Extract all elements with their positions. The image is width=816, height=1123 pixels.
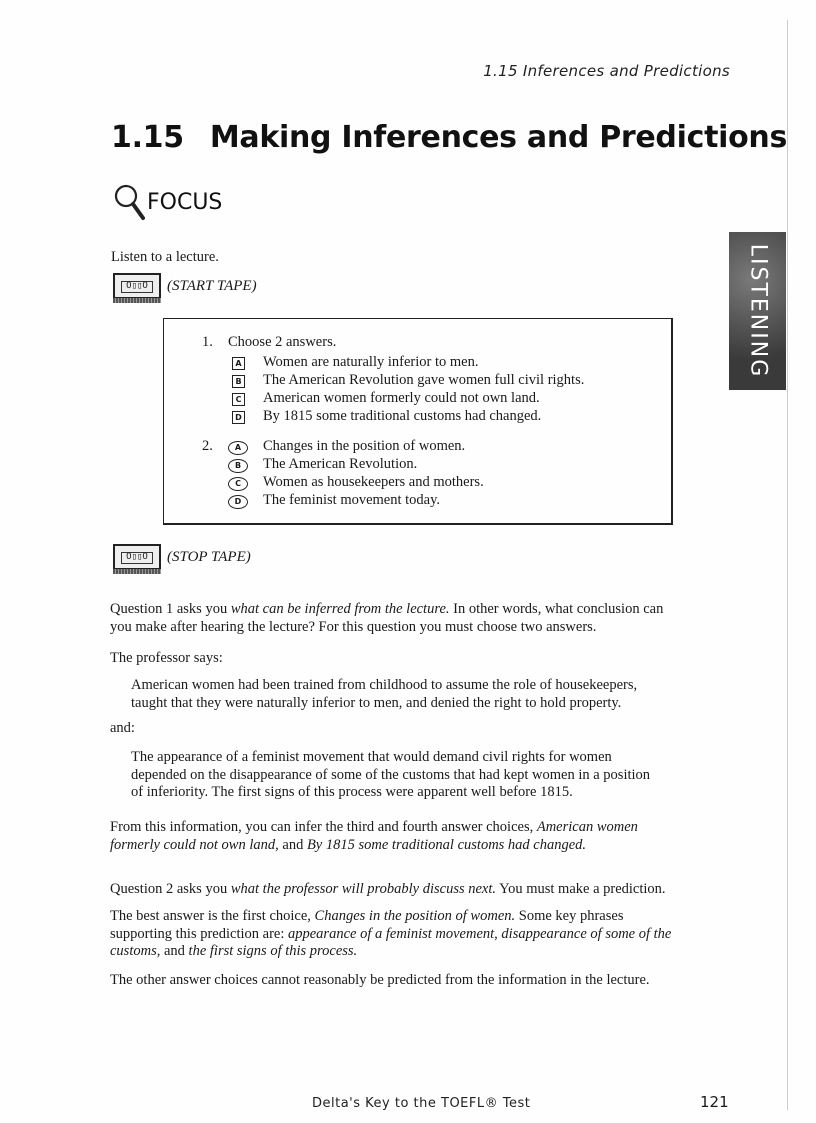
answer-circle-b[interactable]: B <box>228 459 248 473</box>
answer-option: American women formerly could not own land. <box>263 390 540 406</box>
stop-tape-label: (STOP TAPE) <box>167 548 251 565</box>
section-title <box>111 120 787 155</box>
cassette-icon: O▯▯O <box>113 544 161 570</box>
section-number: 1.15 <box>111 120 184 155</box>
and-connector: and: <box>110 720 135 736</box>
instructions: Listen to a lecture. <box>111 249 219 265</box>
question-prompt: Choose 2 answers. <box>228 334 337 350</box>
q1-explanation: Question 1 asks you what can be inferred from the lecture. In other words, what conclusion can you make after hearing the lecture? For this question you must choose two answers. <box>110 601 664 635</box>
stop-tape <box>113 544 251 570</box>
answer-box-b[interactable]: B <box>232 375 245 388</box>
page-edge-rule <box>787 20 788 1110</box>
quote-2: The appearance of a feminist movement that would demand civil rights for women depended on the disappearance of some of the customs that had kept women in a position of inferiority. The first signs of this process were apparent well before 1815. <box>131 749 651 800</box>
answer-circle-a[interactable]: A <box>228 441 248 455</box>
quote-1: American women had been trained from childhood to assume the role of housekeepers, taught that they were naturally inferior to men, and denied the right to hold property. <box>131 677 638 711</box>
running-head: 1.15 Inferences and Predictions <box>483 62 730 80</box>
best-answer-explanation: The best answer is the first choice, Changes in the position of women. Some key phrases supporting this prediction are: appearance of a feminist movement, disappearance of some of the customs, and the first signs of this process. <box>110 908 672 959</box>
section-title-text: Making Inferences and Predictions <box>209 120 788 155</box>
cassette-icon: O▯▯O <box>113 273 161 299</box>
answer-option: Women as housekeepers and mothers. <box>263 474 484 490</box>
focus-heading <box>112 180 252 226</box>
question-number: 2. <box>202 438 213 454</box>
focus-label: FOCUS <box>147 190 223 215</box>
professor-says: The professor says: <box>110 650 223 666</box>
start-tape-label: (START TAPE) <box>167 277 257 294</box>
footer-title: Delta's Key to the TOEFL® Test <box>312 1096 531 1111</box>
question-number: 1. <box>202 334 213 350</box>
start-tape <box>113 273 257 299</box>
answer-option: Changes in the position of women. <box>263 438 466 454</box>
answer-option: By 1815 some traditional customs had changed. <box>263 408 542 424</box>
answer-option: Women are naturally inferior to men. <box>263 354 479 370</box>
answer-circle-d[interactable]: D <box>228 495 248 509</box>
listening-side-tab: LISTENING <box>729 232 786 390</box>
answer-option: The feminist movement today. <box>263 492 441 508</box>
page-number: 121 <box>700 1093 729 1111</box>
question-box <box>163 318 673 525</box>
answer-box-a[interactable]: A <box>232 357 245 370</box>
other-choices-note: The other answer choices cannot reasonably be predicted from the information in the lecture. <box>110 972 650 988</box>
magnifier-icon <box>112 182 146 222</box>
answer-option: The American Revolution. <box>263 456 418 472</box>
inference-conclusion: From this information, you can infer the third and fourth answer choices, American women formerly could not own land, and By 1815 some traditional customs had changed. <box>110 819 638 853</box>
answer-box-c[interactable]: C <box>232 393 245 406</box>
answer-box-d[interactable]: D <box>232 411 245 424</box>
q2-explanation: Question 2 asks you what the professor will probably discuss next. You must make a prediction. <box>110 881 666 897</box>
answer-circle-c[interactable]: C <box>228 477 248 491</box>
answer-option: The American Revolution gave women full civil rights. <box>263 372 585 388</box>
